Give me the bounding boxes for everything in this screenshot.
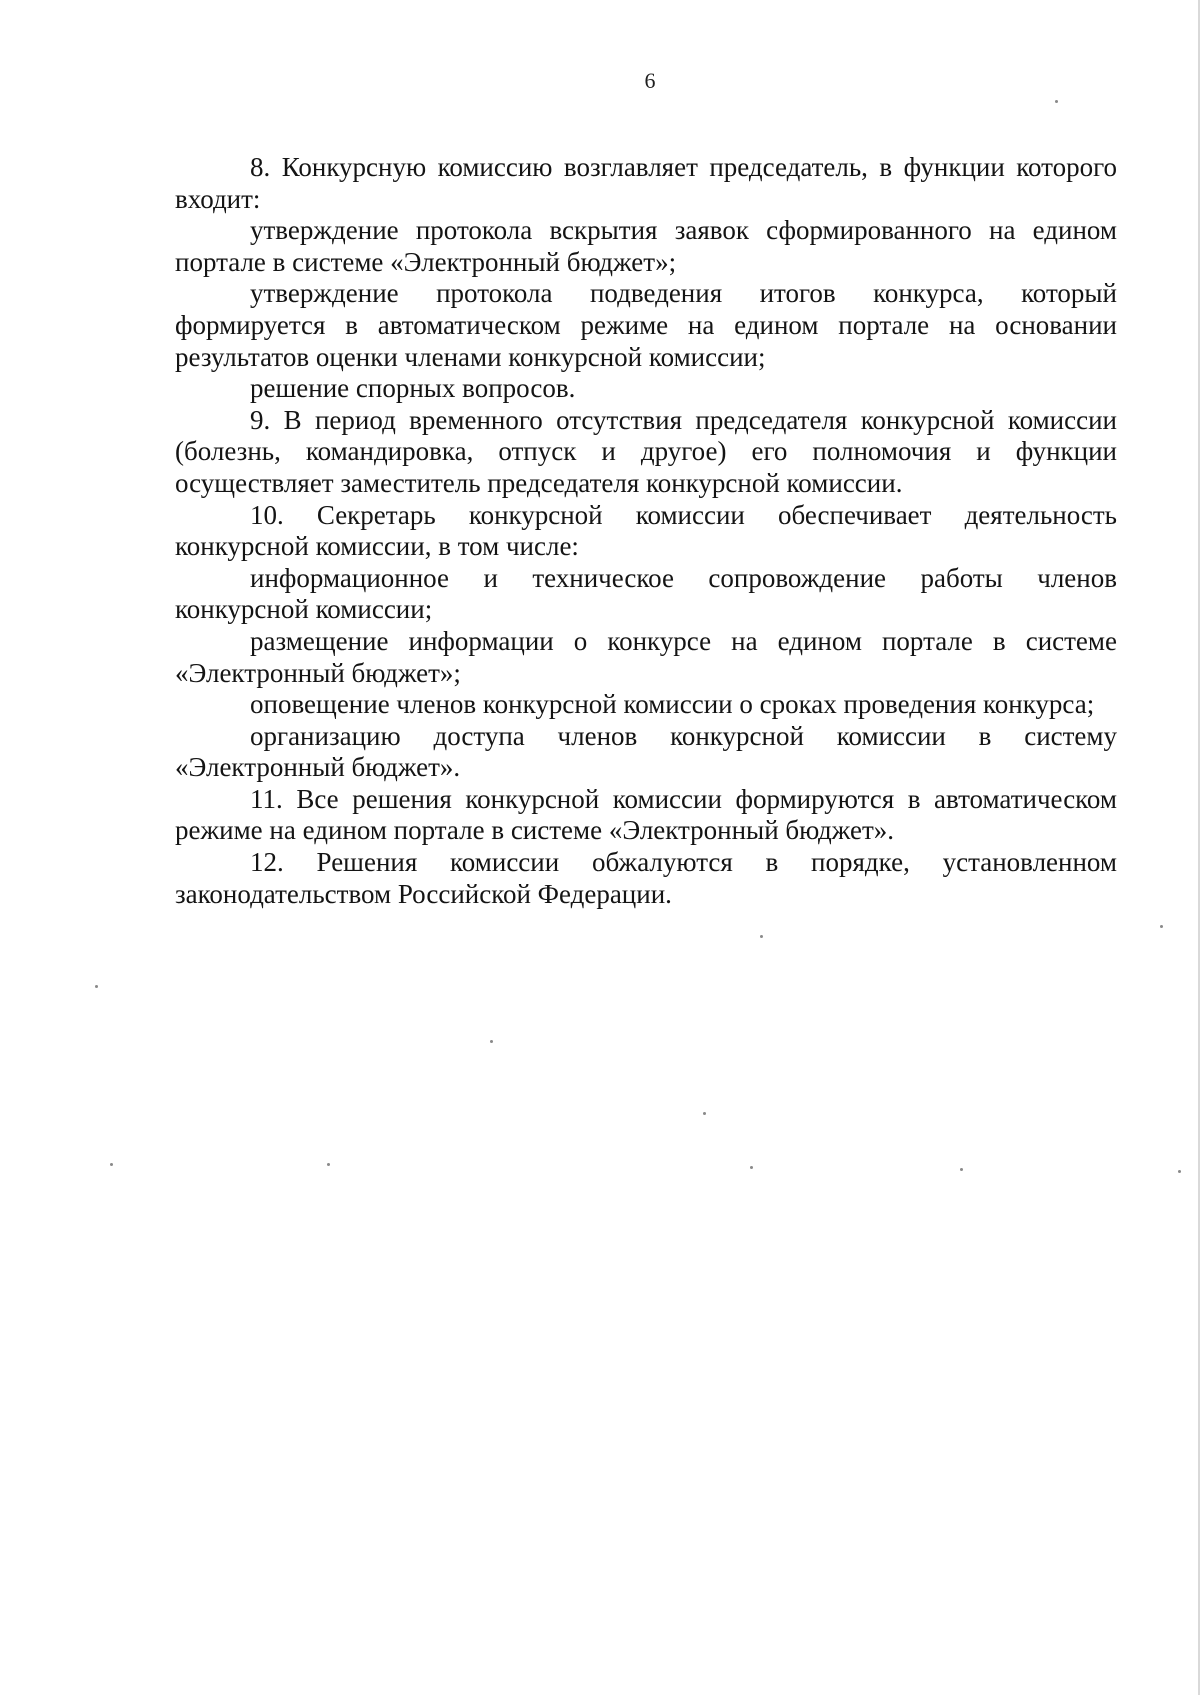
scan-speck <box>1178 1170 1181 1173</box>
paragraph-10-item-2: размещение информации о конкурсе на едином портале в системе «Электронный бюджет»; <box>175 625 1117 688</box>
paragraph-11: 11. Все решения конкурсной комиссии формируются в автоматическом режиме на едином портале в системе «Электронный бюджет». <box>175 783 1117 846</box>
scan-speck <box>1160 925 1163 928</box>
paragraph-8-item-3: решение спорных вопросов. <box>250 373 576 404</box>
paragraph-12: 12. Решения комиссии обжалуются в порядке, установленном законодательством Российской Федерации. <box>175 847 1117 909</box>
paragraph-10: 10. Секретарь конкурсной комиссии обеспечивает деятельность конкурсной комиссии, в том числе: <box>175 499 1117 562</box>
document-body <box>175 152 1117 910</box>
scan-speck <box>327 1163 330 1166</box>
paragraph-10-item-4: организацию доступа членов конкурсной комиссии в систему «Электронный бюджет». <box>175 720 1117 783</box>
scan-speck <box>95 985 98 988</box>
scan-speck <box>1055 100 1058 103</box>
paragraph-10-item-1: информационное и техническое сопровождение работы членов конкурсной комиссии; <box>175 562 1117 625</box>
page-number: 6 <box>644 68 656 93</box>
scan-speck <box>490 1040 493 1043</box>
paragraph-9: 9. В период временного отсутствия председателя конкурсной комиссии (болезнь, командировка, отпуск и другое) его полномочия и функции осуществляет заместитель председателя конкурсной комиссии. <box>175 404 1117 498</box>
paragraph-8-item-2: утверждение протокола подведения итогов конкурса, который формируется в автоматическом режиме на едином портале на основании результатов оценки членами конкурсной комиссии; <box>175 278 1117 372</box>
scan-speck <box>760 935 763 938</box>
scan-speck <box>750 1166 753 1169</box>
scan-speck <box>960 1168 963 1171</box>
paragraph-10-item-3: оповещение членов конкурсной комиссии о сроках проведения конкурса; <box>250 689 1095 720</box>
paragraph-8: 8. Конкурсную комиссию возглавляет председатель, в функции которого входит: <box>175 152 1117 214</box>
paragraph-8-item-1: утверждение протокола вскрытия заявок сформированного на едином портале в системе «Электронный бюджет»; <box>175 215 1117 277</box>
scan-speck <box>110 1163 113 1166</box>
scan-speck <box>703 1112 706 1115</box>
